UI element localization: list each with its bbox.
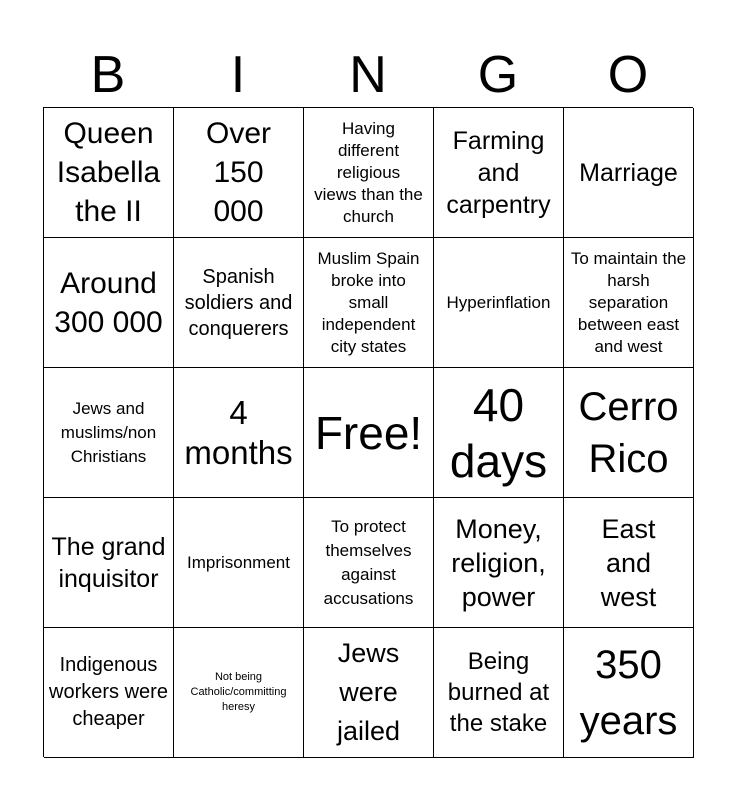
bingo-cell[interactable]	[564, 238, 694, 368]
bingo-cell[interactable]	[304, 238, 434, 368]
cell-text: 4 months	[184, 393, 293, 471]
cell-text: The grand inquisitor	[51, 532, 166, 593]
cell-text: Over 150 000	[205, 117, 271, 228]
bingo-cell[interactable]	[304, 498, 434, 628]
bingo-cell[interactable]	[304, 628, 434, 758]
cell-text: Farming and carpentry	[446, 126, 551, 219]
header-letter-g: G	[477, 46, 519, 104]
bingo-cell[interactable]	[564, 368, 694, 498]
bingo-cell[interactable]	[434, 628, 564, 758]
cell-text: 350 years	[579, 642, 678, 743]
cell-text: To protect themselves against accusations	[323, 516, 414, 608]
bingo-cell[interactable]	[434, 238, 564, 368]
cell-text: Imprisonment	[187, 552, 290, 572]
bingo-cell[interactable]	[44, 108, 174, 238]
bingo-cell[interactable]	[434, 368, 564, 498]
bingo-cell[interactable]	[44, 498, 174, 628]
cell-text: East and west	[600, 513, 657, 612]
bingo-cell[interactable]	[174, 628, 304, 758]
bingo-cell[interactable]	[174, 368, 304, 498]
cell-text: Hyperinflation	[446, 292, 551, 312]
cell-text: Muslim Spain broke into small independent city states	[317, 248, 420, 356]
bingo-card	[43, 107, 693, 757]
bingo-cell[interactable]	[174, 108, 304, 238]
cell-text: Queen Isabella the II	[56, 117, 161, 228]
cell-text: 40 days	[449, 378, 548, 487]
bingo-cell[interactable]	[434, 498, 564, 628]
cell-text: Indigenous workers were cheaper	[49, 654, 168, 730]
bingo-cell[interactable]	[564, 628, 694, 758]
bingo-cell[interactable]	[44, 368, 174, 498]
bingo-cell[interactable]	[174, 238, 304, 368]
cell-text: To maintain the harsh separation between east and west	[570, 248, 687, 356]
header-letter-n: N	[349, 46, 387, 104]
bingo-header	[43, 44, 693, 106]
bingo-cell[interactable]	[304, 368, 434, 498]
cell-text: Cerro Rico	[578, 384, 679, 481]
bingo-cell[interactable]	[304, 108, 434, 238]
cell-text: Free!	[314, 406, 423, 459]
cell-text: Marriage	[579, 158, 678, 187]
header-letter-i: I	[230, 46, 246, 104]
bingo-cell[interactable]	[564, 108, 694, 238]
cell-text: Not being Catholic/committing heresy	[190, 671, 287, 713]
cell-text: Being burned at the stake	[447, 648, 550, 737]
bingo-cell[interactable]	[44, 238, 174, 368]
header-letter-o: O	[607, 46, 649, 104]
bingo-cell[interactable]	[174, 498, 304, 628]
cell-text: Spanish soldiers and conquerers	[184, 265, 293, 340]
bingo-cell[interactable]	[44, 628, 174, 758]
cell-text: Around 300 000	[54, 266, 163, 339]
bingo-cell[interactable]	[564, 498, 694, 628]
cell-text: Money, religion, power	[451, 513, 546, 612]
bingo-cell[interactable]	[434, 108, 564, 238]
cell-text: Having different religious views than the church	[314, 118, 423, 226]
cell-text: Jews and muslims/non Christians	[60, 398, 157, 466]
cell-text: Jews were jailed	[336, 638, 401, 746]
header-letter-b: B	[90, 46, 126, 104]
